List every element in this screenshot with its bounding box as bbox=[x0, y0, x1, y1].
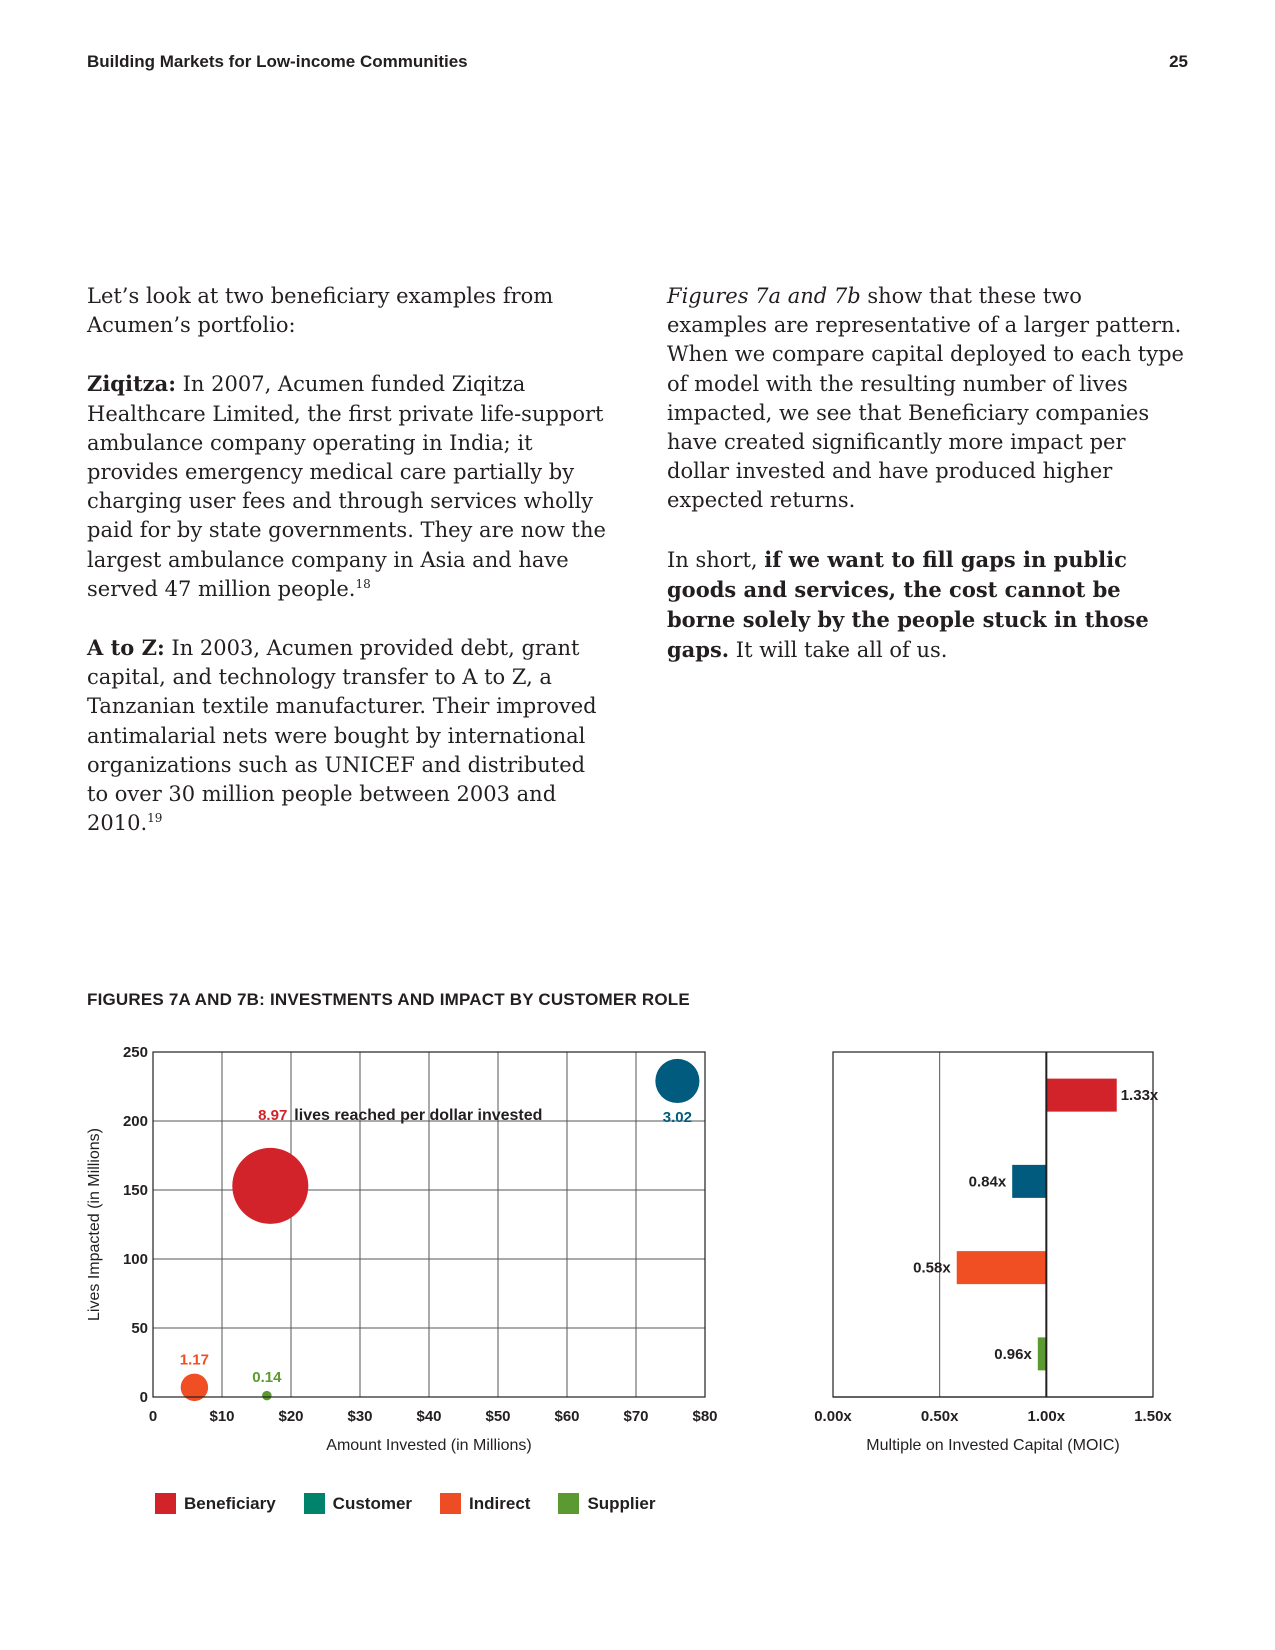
intro-paragraph: Let’s look at two beneficiary examples from Acumen’s portfolio: bbox=[87, 284, 554, 338]
chart-legend bbox=[155, 1493, 683, 1514]
bar-supplier bbox=[1038, 1337, 1047, 1370]
x-axis-label-7b: Multiple on Invested Capital (MOIC) bbox=[866, 1437, 1120, 1454]
x-tick-label: $50 bbox=[485, 1408, 511, 1425]
bubble-beneficiary bbox=[232, 1148, 308, 1224]
footnote-ref-19[interactable]: 19 bbox=[147, 811, 163, 826]
page-number: 25 bbox=[1169, 52, 1188, 71]
legend-label-customer: Customer bbox=[332, 1493, 413, 1513]
bubble-customer bbox=[655, 1059, 699, 1103]
data-label-beneficiary: 8.97 bbox=[258, 1106, 288, 1124]
data-label-indirect: 1.17 bbox=[179, 1351, 210, 1369]
conclusion-start: In short, bbox=[667, 547, 765, 572]
running-header: Building Markets for Low-income Communities bbox=[87, 52, 468, 71]
legend-swatch-beneficiary bbox=[155, 1493, 176, 1514]
x-axis-label: Amount Invested (in Millions) bbox=[326, 1437, 532, 1454]
bar-indirect bbox=[957, 1251, 1047, 1284]
legend-label-supplier: Supplier bbox=[587, 1493, 656, 1513]
data-label-customer: 3.02 bbox=[662, 1109, 693, 1127]
y-tick-label: 50 bbox=[131, 1320, 148, 1337]
legend-item-indirect bbox=[440, 1493, 530, 1514]
bubble-supplier bbox=[262, 1391, 271, 1400]
figure-7-charts bbox=[0, 1030, 1275, 1485]
conclusion-paragraph bbox=[667, 545, 1187, 666]
legend-item-customer bbox=[304, 1493, 412, 1514]
x-tick-label: 0 bbox=[148, 1408, 158, 1425]
figures-text: show that these two examples are representative of a larger pattern. When we compare capital deployed to each type of model with the resulting number of lives impacted, we see that Beneficiary companies have created significantly more impact per dollar invested and have produced higher expected returns. bbox=[667, 284, 1184, 513]
x-tick-label: $70 bbox=[623, 1408, 649, 1425]
y-tick-label: 0 bbox=[139, 1389, 148, 1406]
bar-label-indirect: 0.58x bbox=[913, 1259, 951, 1277]
legend-item-beneficiary bbox=[155, 1493, 276, 1514]
x-tick-label-7b: 0.00x bbox=[814, 1408, 852, 1425]
legend-swatch-supplier bbox=[558, 1493, 579, 1514]
x-tick-label-7b: 0.50x bbox=[920, 1408, 959, 1425]
legend-label-indirect: Indirect bbox=[469, 1493, 531, 1513]
atoz-text: In 2003, Acumen provided debt, grant capital, and technology transfer to A to Z, a Tanzanian textile manufacturer. Their improved antimalarial nets were bought by international organizations such as UNICEF and distributed to over 30 million people between 2003 and 2010. bbox=[87, 636, 597, 836]
legend-item-supplier bbox=[558, 1493, 655, 1514]
bar-customer bbox=[1012, 1165, 1046, 1198]
data-label-supplier: 0.14 bbox=[252, 1368, 282, 1386]
y-axis-label: Lives Impacted (in Millions) bbox=[86, 1128, 103, 1321]
legend-label-beneficiary: Beneficiary bbox=[184, 1493, 276, 1513]
annotation-lives-per-dollar: lives reached per dollar invested bbox=[294, 1106, 543, 1124]
bar-beneficiary bbox=[1046, 1079, 1116, 1112]
bar-label-beneficiary: 1.33x bbox=[1120, 1087, 1159, 1105]
x-tick-label-7b: 1.50x bbox=[1134, 1408, 1172, 1425]
y-tick-label: 150 bbox=[122, 1182, 148, 1199]
figures-paragraph bbox=[667, 282, 1187, 516]
legend-swatch-customer bbox=[304, 1493, 325, 1514]
atoz-paragraph bbox=[87, 633, 612, 838]
bar-label-customer: 0.84x bbox=[968, 1173, 1007, 1191]
ziqitza-paragraph bbox=[87, 369, 612, 604]
y-tick-label: 250 bbox=[122, 1044, 148, 1061]
x-tick-label: $10 bbox=[209, 1408, 235, 1425]
conclusion-bold: if we want to fill gaps in public goods and services, the cost cannot be borne solely by the people stuck in those gaps. bbox=[667, 546, 1149, 663]
legend-swatch-indirect bbox=[440, 1493, 461, 1514]
right-column bbox=[667, 282, 1187, 694]
figure-reference: Figures 7a and 7b bbox=[667, 284, 861, 308]
x-tick-label-7b: 1.00x bbox=[1027, 1408, 1066, 1425]
ziqitza-text: In 2007, Acumen funded Ziqitza Healthcare Limited, the first private life-support ambulance company operating in India; it provides emergency medical care partially by charging user fees and through services wholly paid for by state governments. They are now the largest ambulance company in Asia and have served 47 million people. bbox=[87, 372, 606, 601]
x-tick-label: $20 bbox=[278, 1408, 304, 1425]
footnote-ref-18[interactable]: 18 bbox=[355, 576, 371, 591]
x-tick-label: $40 bbox=[416, 1408, 442, 1425]
x-tick-label: $80 bbox=[692, 1408, 718, 1425]
atoz-label: A to Z: bbox=[87, 635, 165, 661]
y-tick-label: 100 bbox=[122, 1251, 148, 1268]
x-tick-label: $60 bbox=[554, 1408, 580, 1425]
conclusion-end: It will take all of us. bbox=[729, 638, 948, 663]
ziqitza-label: Ziqitza: bbox=[87, 371, 176, 397]
x-tick-label: $30 bbox=[347, 1408, 373, 1425]
y-tick-label: 200 bbox=[122, 1113, 148, 1130]
figure-title: FIGURES 7A AND 7B: INVESTMENTS AND IMPACT BY CUSTOMER ROLE bbox=[87, 990, 690, 1009]
bar-label-supplier: 0.96x bbox=[994, 1345, 1032, 1363]
left-column bbox=[87, 282, 612, 867]
